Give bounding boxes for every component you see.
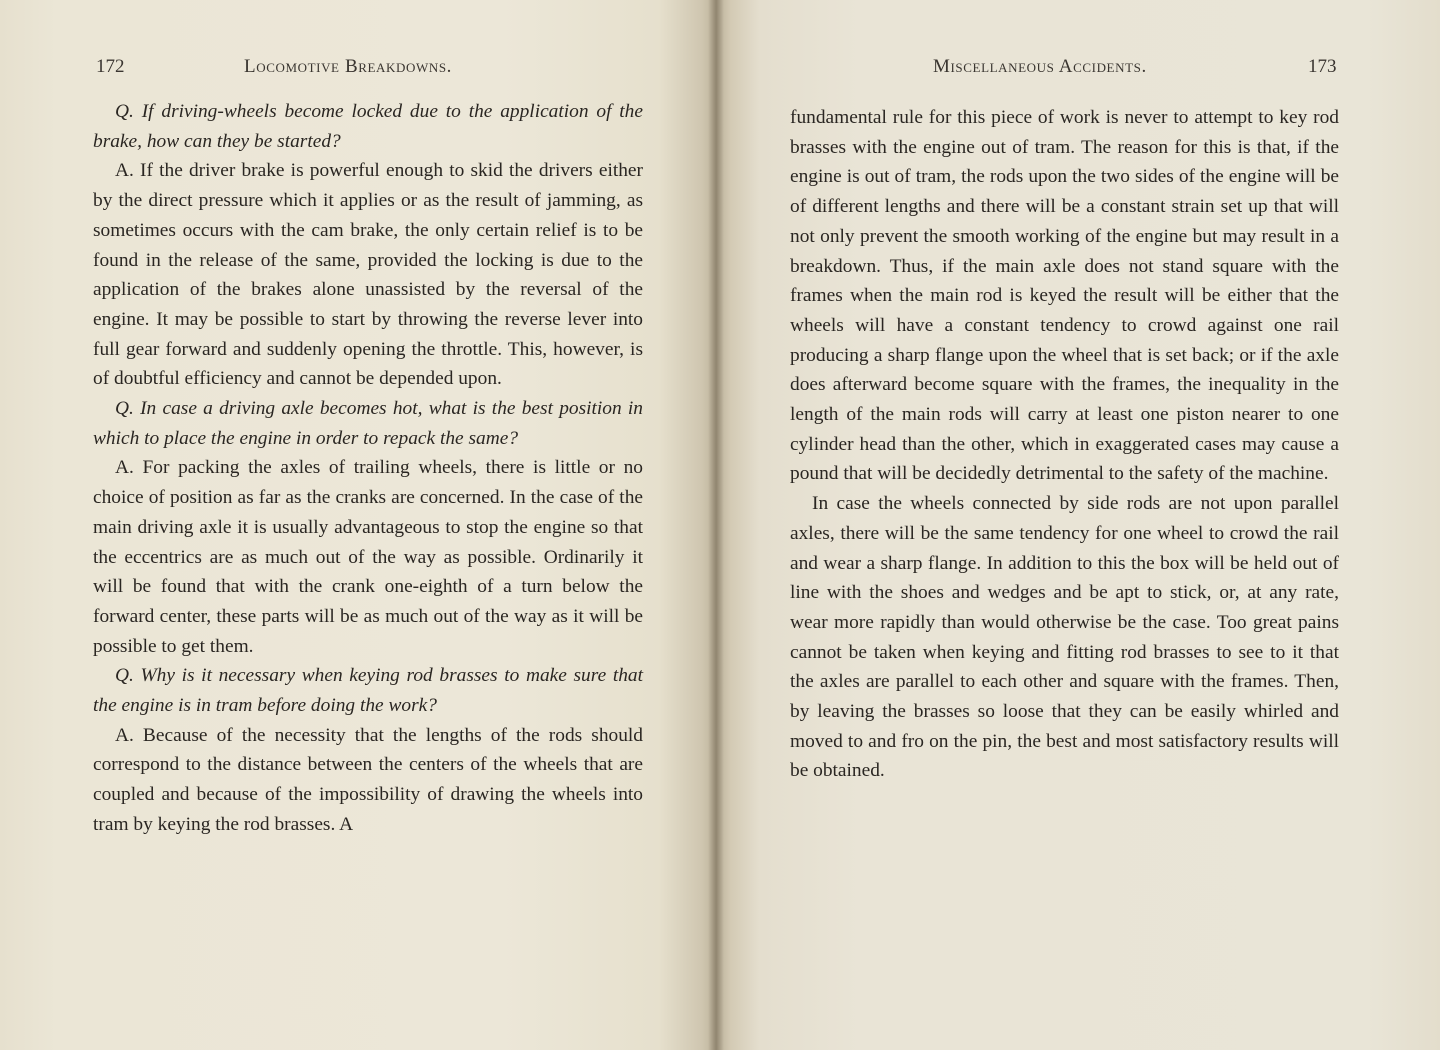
answer-paragraph: A. For packing the axles of trailing wheels, there is little or no choice of position as far as the cranks are concerned. In the case of the main driving axle it is usually advantageous to stop the engine so that the eccentrics are as much out of the way as possible. Ordinarily it will be found that with the crank one-eighth of a turn below the forward center, these parts will be as much out of the way as it will be possible to get them. [93, 457, 643, 657]
question-paragraph: Q. In case a driving axle becomes hot, what is the best position in which to place the engine in order to repack the same? [93, 398, 643, 449]
running-head: Locomotive Breakdowns. [244, 56, 453, 77]
body-paragraph: In case the wheels connected by side rods are not upon parallel axles, there will be the same tendency for one wheel to crowd the rail and wear a sharp flange. In addition to this the box will be held out of line with the shoes and wedges and be apt to stick, or, at any rate, wear more rapidly than would otherwise be the case. Too great pains cannot be taken when keying and fitting rod brasses to see to it that the axles are parallel to each other and square with the frames. Then, by leaving the brasses so loose that they can be easily whirled and moved to and fro on the pin, the best and most satisfactory results will be obtained. [790, 493, 1339, 782]
continuation-paragraph: fundamental rule for this piece of work is never to attempt to key rod brasses with the engine out of tram. The reason for this is that, if the engine is out of tram, the rods upon the two sides of the engine will be of different lengths and there will be a constant strain set up that will not only prevent the smooth working of the engine but may result in a breakdown. Thus, if the main axle does not stand square with the frames when the main rod is keyed the result will be either that the wheels will have a constant tendency to crowd against one rail producing a sharp flange upon the wheel that is set back; or if the axle does afterward become square with the frames, the inequality in the length of the main rods will carry at least one piston nearer to one cylinder head than the other, which in exaggerated cases may cause a pound that will be decidedly detrimental to the safety of the machine. [790, 107, 1339, 485]
book-gutter [708, 0, 724, 1050]
answer-paragraph: A. If the driver brake is powerful enough to skid the drivers either by the direct pressure which it applies or as the result of jamming, as sometimes occurs with the cam brake, the only certain relief is to be found in the release of the same, provided the locking is due to the application of the brakes alone unassisted by the reversal of the engine. It may be possible to start by throwing the reverse lever into full gear forward and suddenly opening the throttle. This, however, is of doubtful efficiency and cannot be depended upon. [93, 160, 643, 390]
right-page-body [790, 103, 1339, 786]
left-page [0, 0, 716, 1050]
question-paragraph: Q. If driving-wheels become locked due to the application of the brake, how can they be started? [93, 101, 643, 152]
running-head: Miscellaneous Accidents. [933, 56, 1147, 77]
page-number: 172 [96, 56, 125, 77]
right-page [716, 0, 1440, 1050]
answer-paragraph: A. Because of the necessity that the lengths of the rods should correspond to the distance between the centers of the wheels that are coupled and because of the impossibility of drawing the wheels into tram by keying the rod brasses. A [93, 724, 643, 835]
left-page-body [93, 97, 643, 840]
page-number: 173 [1308, 56, 1337, 77]
question-paragraph: Q. Why is it necessary when keying rod brasses to make sure that the engine is in tram before doing the work? [93, 665, 643, 717]
